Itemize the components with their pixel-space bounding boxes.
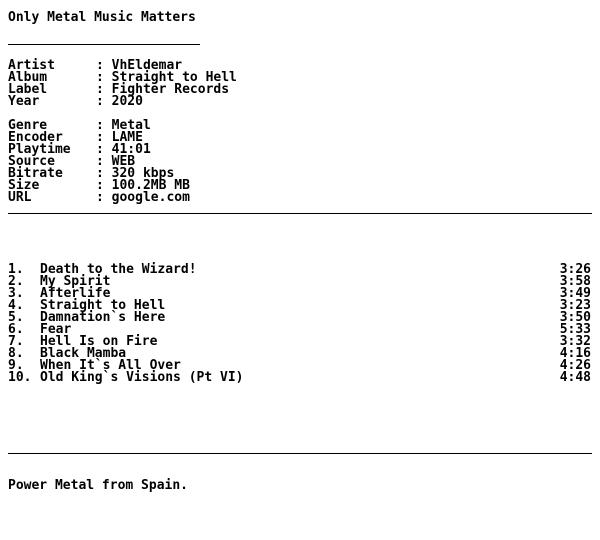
info-separator: : <box>96 58 104 73</box>
info-value: 100.2MB MB <box>111 178 190 193</box>
track-duration: 3:26 <box>559 262 591 277</box>
track-number: 1. <box>8 262 24 277</box>
title-underline-divider <box>8 44 200 45</box>
info-key: Label <box>8 82 48 97</box>
track-duration: 5:33 <box>559 322 591 337</box>
track-number: 8. <box>8 346 24 361</box>
info-key: Album <box>8 70 48 85</box>
info-separator: : <box>96 166 104 181</box>
info-separator: : <box>96 142 104 157</box>
track-number: 5. <box>8 310 24 325</box>
track-number: 2. <box>8 274 24 289</box>
info-value: 320 kbps <box>111 166 175 181</box>
track-title: Death to the Wizard! <box>40 262 197 277</box>
info-row-year <box>8 96 308 108</box>
track-duration: 4:48 <box>559 370 591 385</box>
info-spacer <box>8 108 308 120</box>
track-duration: 3:58 <box>559 274 591 289</box>
track-number: 7. <box>8 334 24 349</box>
tracklist <box>8 264 591 384</box>
track-duration: 4:16 <box>559 346 591 361</box>
info-key: Bitrate <box>8 166 63 181</box>
info-key: Size <box>8 178 40 193</box>
track-duration: 4:26 <box>559 358 591 373</box>
info-row-label <box>8 84 308 96</box>
info-key: Genre <box>8 118 48 133</box>
info-key: Playtime <box>8 142 71 157</box>
track-row <box>8 312 591 324</box>
album-info-block <box>8 60 308 204</box>
page-title: Only Metal Music Matters <box>8 10 196 25</box>
track-number: 6. <box>8 322 24 337</box>
info-value: LAME <box>111 130 143 145</box>
track-duration: 3:23 <box>559 298 591 313</box>
track-title: Straight to Hell <box>40 298 166 313</box>
info-key: URL <box>8 190 32 205</box>
info-key: Year <box>8 94 40 109</box>
info-value: WEB <box>111 154 136 169</box>
info-key: Source <box>8 154 55 169</box>
section-divider-top <box>8 213 592 214</box>
info-key: Encoder <box>8 130 63 145</box>
track-title: Fear <box>40 322 72 337</box>
info-value: 41:01 <box>111 142 151 157</box>
track-number: 9. <box>8 358 24 373</box>
info-separator: : <box>96 190 104 205</box>
track-title: My Spirit <box>40 274 111 289</box>
track-number: 10. <box>8 370 32 385</box>
info-separator: : <box>96 178 104 193</box>
info-separator: : <box>96 130 104 145</box>
info-value: Straight to Hell <box>111 70 237 85</box>
track-duration: 3:32 <box>559 334 591 349</box>
track-duration: 3:49 <box>559 286 591 301</box>
track-duration: 3:50 <box>559 310 591 325</box>
info-value: Metal <box>111 118 151 133</box>
track-title: Black Mamba <box>40 346 127 361</box>
track-number: 4. <box>8 298 24 313</box>
track-title: When It`s All Over <box>40 358 181 373</box>
track-row <box>8 372 591 384</box>
info-value: VhEldemar <box>111 58 183 73</box>
track-title: Hell Is on Fire <box>40 334 158 349</box>
track-title: Old King`s Visions (Pt VI) <box>40 370 244 385</box>
info-separator: : <box>96 118 104 133</box>
info-value: 2020 <box>111 94 143 109</box>
info-separator: : <box>96 94 104 109</box>
track-title: Afterlife <box>40 286 111 301</box>
info-separator: : <box>96 82 104 97</box>
section-divider-bottom <box>8 453 592 454</box>
info-value: google.com <box>111 190 190 205</box>
info-value: Fighter Records <box>111 82 230 97</box>
track-title: Damnation`s Here <box>40 310 166 325</box>
info-row-url <box>8 192 308 204</box>
info-separator: : <box>96 154 104 169</box>
track-number: 3. <box>8 286 24 301</box>
info-key: Artist <box>8 58 55 73</box>
footer-note: Power Metal from Spain. <box>8 478 189 493</box>
info-separator: : <box>96 70 104 85</box>
